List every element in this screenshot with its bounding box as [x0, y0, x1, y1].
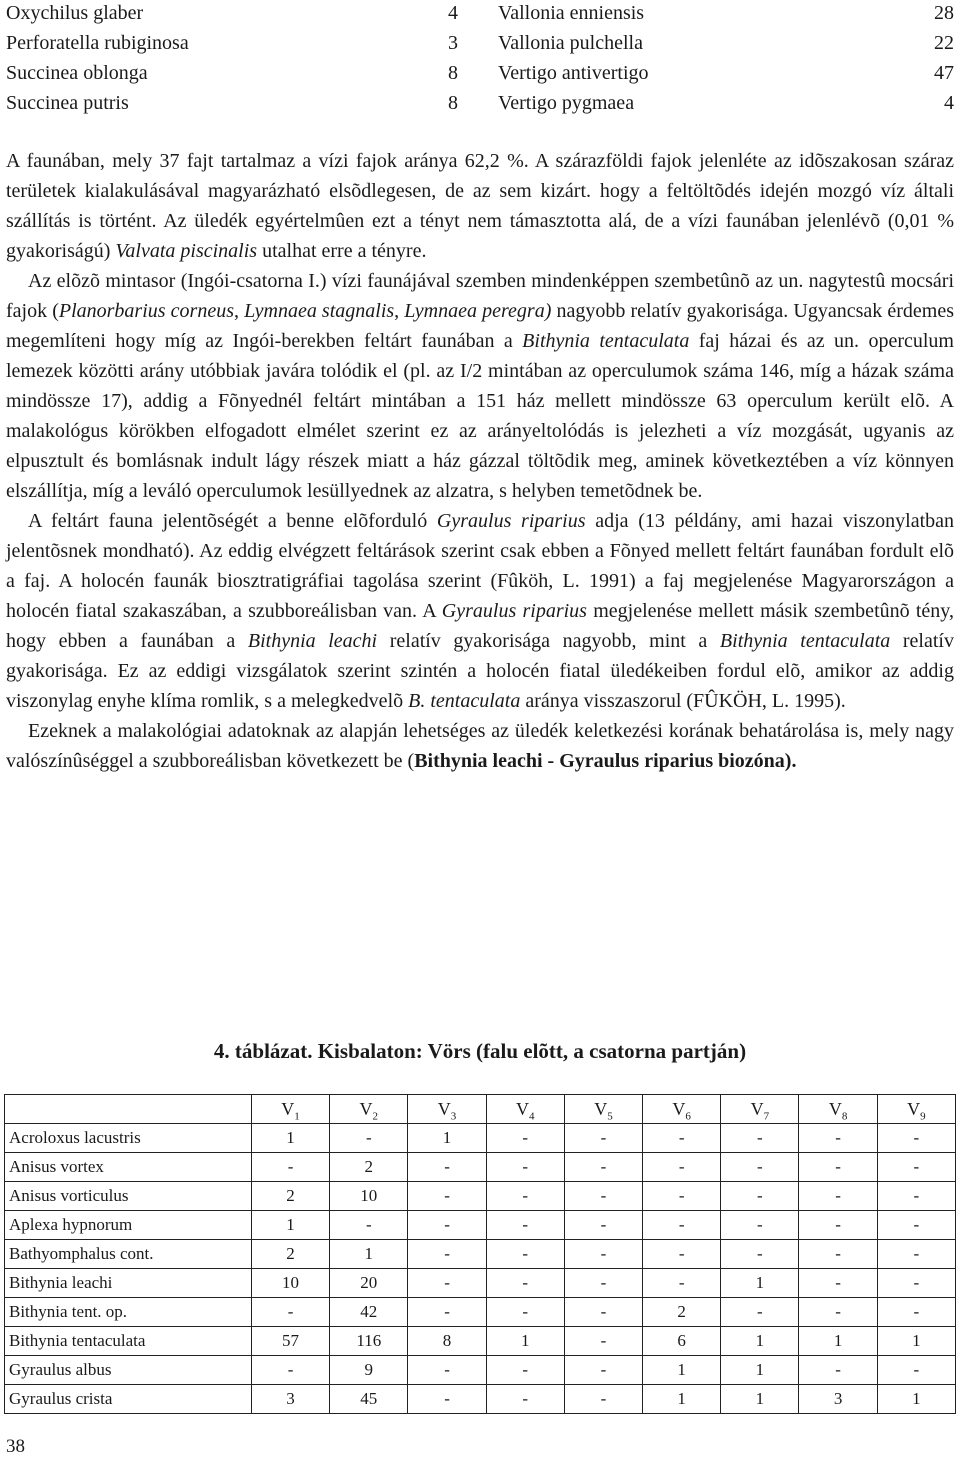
species-count: 8	[448, 92, 458, 114]
italic-taxon-name: Planorbarius corneus	[58, 300, 234, 322]
table-cell-value: 116	[330, 1327, 408, 1356]
table-row	[5, 1182, 956, 1211]
column-letter: V	[594, 1099, 608, 1119]
table-cell-value: 1	[643, 1385, 721, 1414]
column-subscript: 9	[920, 1110, 926, 1123]
table-cell-value: -	[799, 1269, 877, 1298]
body-text	[6, 146, 954, 776]
table-row	[5, 1327, 956, 1356]
table-cell-value: 10	[330, 1182, 408, 1211]
table-cell-value: -	[408, 1385, 486, 1414]
table-cell-value: -	[486, 1153, 564, 1182]
table-row	[5, 1240, 956, 1269]
paragraph-fauna-ratio	[6, 146, 954, 266]
table-cell-value: -	[564, 1124, 642, 1153]
species-list-row	[6, 28, 954, 58]
column-letter: V	[672, 1099, 686, 1119]
table-cell-value: -	[408, 1240, 486, 1269]
bold-text: Bithynia leachi - Gyraulus riparius biozóna).	[414, 750, 797, 772]
species-name: Vertigo antivertigo	[498, 62, 649, 84]
table-cell-value: -	[486, 1356, 564, 1385]
table-cell-value: -	[877, 1182, 955, 1211]
table-cell-value: -	[564, 1240, 642, 1269]
table-cell-value: -	[721, 1211, 799, 1240]
column-subscript: 2	[372, 1110, 379, 1123]
table-row	[5, 1153, 956, 1182]
table-cell-value: -	[643, 1182, 721, 1211]
table-cell-value: 1	[486, 1327, 564, 1356]
table-cell-value: 6	[643, 1327, 721, 1356]
table-body	[5, 1124, 956, 1414]
table-cell-value: 20	[330, 1269, 408, 1298]
table-cell-value: 3	[799, 1385, 877, 1414]
species-name: Vertigo pygmaea	[498, 92, 635, 114]
table-header-row	[5, 1095, 956, 1124]
table-cell-species: Acroloxus lacustris	[5, 1124, 252, 1153]
italic-taxon-name: Bithynia tentaculata	[522, 330, 690, 352]
species-name: Succinea oblonga	[6, 62, 148, 84]
table-cell-value: -	[564, 1298, 642, 1327]
table-cell-value: -	[799, 1182, 877, 1211]
italic-taxon-name: Gyraulus riparius	[441, 600, 587, 622]
table-cell-value: -	[486, 1211, 564, 1240]
table-cell-value: 2	[251, 1182, 329, 1211]
species-name: Vallonia pulchella	[498, 32, 643, 54]
table-cell-value: 8	[408, 1327, 486, 1356]
italic-taxon-name: Gyraulus riparius	[436, 510, 586, 532]
table-cell-value: 1	[251, 1211, 329, 1240]
table-cell-value: -	[564, 1356, 642, 1385]
species-list-row	[6, 0, 954, 28]
table-cell-value: 1	[721, 1385, 799, 1414]
table-cell-value: -	[564, 1211, 642, 1240]
page-number: 38	[6, 1436, 25, 1457]
table-cell-value: -	[877, 1211, 955, 1240]
table-cell-species: Anisus vorticulus	[5, 1182, 252, 1211]
species-count: 28	[934, 2, 954, 24]
text-run: Ezeknek a malakológiai adatoknak az alapján lehetséges az üledék keletkezési korának behatárolása is, mely nagy valószínûséggel a szubboreálisban következett be (	[6, 720, 954, 772]
species-name: Oxychilus glaber	[6, 2, 144, 24]
table-cell-value: -	[877, 1153, 955, 1182]
text-run: Az elõzõ mintasor (Ingói-csatorna I.) vízi faunájával szemben mindenképpen szembetûnõ az un. nagytestû mocsári fajok (	[6, 270, 954, 322]
table-cell-value: 2	[643, 1298, 721, 1327]
table-cell-value: -	[408, 1211, 486, 1240]
table-cell-value: 3	[251, 1385, 329, 1414]
table-cell-value: 2	[251, 1240, 329, 1269]
italic-taxon-name: Lymnaea stagnalis	[244, 300, 395, 322]
italic-taxon-name: B. tentaculata	[408, 690, 521, 712]
column-letter: V	[359, 1099, 373, 1119]
table-cell-value: -	[799, 1298, 877, 1327]
column-letter: V	[281, 1099, 295, 1119]
table-cell-value: -	[721, 1298, 799, 1327]
text-run: megjelenése mellett másik szembetûnõ tény, hogy ebben a faunában a	[6, 600, 955, 652]
table-header-cell	[721, 1095, 799, 1124]
table-cell-value: -	[486, 1269, 564, 1298]
table-cell-value: -	[799, 1240, 877, 1269]
column-letter: V	[437, 1099, 451, 1119]
column-letter: V	[907, 1099, 921, 1119]
paragraph-gyraulus-riparius	[6, 506, 954, 716]
text-run: ,	[394, 300, 405, 322]
species-count: 8	[448, 62, 458, 84]
column-letter: V	[828, 1099, 842, 1119]
italic-taxon-name: Lymnaea peregra)	[404, 300, 552, 322]
table-cell-value: -	[643, 1269, 721, 1298]
table-cell-value: -	[643, 1124, 721, 1153]
table-header-cell	[330, 1095, 408, 1124]
table-cell-value: -	[408, 1269, 486, 1298]
table-row	[5, 1211, 956, 1240]
table-caption: 4. táblázat. Kisbalaton: Vörs (falu elõtt, a csatorna partján)	[213, 1039, 747, 1063]
column-subscript: 8	[841, 1110, 848, 1123]
table-cell-value: -	[408, 1153, 486, 1182]
table-cell-value: -	[486, 1385, 564, 1414]
table-row	[5, 1124, 956, 1153]
table-cell-species: Bathyomphalus cont.	[5, 1240, 252, 1269]
table-cell-value: -	[564, 1385, 642, 1414]
table-cell-value: 1	[721, 1327, 799, 1356]
text-run: relatív gyakorisága nagyobb, mint a	[377, 630, 720, 652]
table-row	[5, 1298, 956, 1327]
column-subscript: 5	[607, 1110, 613, 1123]
table-cell-value: -	[877, 1356, 955, 1385]
table-cell-value: -	[799, 1124, 877, 1153]
table-cell-value: -	[408, 1356, 486, 1385]
text-run: nagyobb relatív gyakorisága. Ugyancsak érdemes megemlíteni hogy míg az Ingói-berekben feltárt faunában a	[6, 300, 954, 352]
table-header-cell	[251, 1095, 329, 1124]
table-cell-value: -	[251, 1298, 329, 1327]
column-subscript: 4	[529, 1110, 535, 1123]
table-header-cell	[486, 1095, 564, 1124]
table-cell-value: -	[408, 1182, 486, 1211]
species-table	[4, 1094, 956, 1414]
table-cell-value: 1	[721, 1269, 799, 1298]
table-cell-value: -	[408, 1298, 486, 1327]
table-cell-value: 1	[799, 1327, 877, 1356]
table-cell-value: 10	[251, 1269, 329, 1298]
text-run: adja (13 példány, ami hazai viszonylatban jelentõsnek mondható). Az eddig elvégzett feltárások szerint csak ebben a Fõnyed mellett feltárt faunában fordult elõ a faj. A holocén faunák biosztratigráfiai tagolása szerint (Fûköh, L. 1991) a faj megjelenése Magyarországon a holocén fiatal szakaszában, a szubboreálisban van. A	[6, 510, 955, 622]
table-cell-value: -	[877, 1240, 955, 1269]
species-count: 22	[934, 32, 954, 54]
table-header-cell	[408, 1095, 486, 1124]
column-subscript: 6	[685, 1110, 691, 1123]
table-cell-species: Gyraulus crista	[5, 1385, 252, 1414]
table-cell-value: -	[564, 1153, 642, 1182]
table-cell-species: Bithynia tentaculata	[5, 1327, 252, 1356]
column-subscript: 1	[294, 1110, 300, 1123]
table-cell-value: -	[564, 1327, 642, 1356]
table-cell-value: -	[877, 1269, 955, 1298]
table-cell-value: 1	[251, 1124, 329, 1153]
table-cell-value: 45	[330, 1385, 408, 1414]
table-cell-value: 1	[877, 1327, 955, 1356]
text-run: ,	[233, 300, 245, 322]
table-cell-value: 1	[877, 1385, 955, 1414]
text-run: A faunában, mely 37 fajt tartalmaz a vízi fajok aránya 62,2 %. A szárazföldi fajok jelenléte az idõszakosan száraz területek kialakulásával magyarázható elsõdlegesen, de az sem kizárt. hogy a feltöltõdés idején mozgó víz általi szállítás is történt. Az üledék egyértelmûen ezt a tényt nem támasztotta alá, de a vízi faunában jelenlévõ (0,01 % gyakoriságú)	[6, 150, 954, 262]
species-count: 3	[448, 32, 458, 54]
table-cell-value: -	[251, 1153, 329, 1182]
table-cell-value: -	[643, 1153, 721, 1182]
table-cell-value: -	[643, 1240, 721, 1269]
table-cell-species: Gyraulus albus	[5, 1356, 252, 1385]
table-cell-value: -	[721, 1153, 799, 1182]
text-run: utalhat erre a tényre.	[257, 240, 427, 262]
column-subscript: 3	[450, 1110, 457, 1123]
table-cell-value: 42	[330, 1298, 408, 1327]
text-run: relatív gyakorisága. Ez az eddigi vizsgálatok szerint szintén a holocén fiatal üledékeiben fordul elõ, amikor az addig viszonylag enyhe klíma romlik, s a melegkedvelõ	[6, 630, 954, 712]
table-header-cell	[643, 1095, 721, 1124]
table-cell-value: 1	[408, 1124, 486, 1153]
table-cell-species: Bithynia leachi	[5, 1269, 252, 1298]
table-cell-value: -	[330, 1124, 408, 1153]
table-cell-value: -	[486, 1240, 564, 1269]
species-list-row	[6, 58, 954, 88]
table-cell-value: -	[799, 1356, 877, 1385]
table-header-cell	[564, 1095, 642, 1124]
table-cell-value: -	[251, 1356, 329, 1385]
species-name: Succinea putris	[6, 92, 129, 114]
table-cell-value: -	[486, 1298, 564, 1327]
text-run: faj házai és az un. operculum lemezek közötti arány utóbbiak javára tolódik el (pl. az I/2 mintában az operculumok száma 146, míg a házak száma mindössze 17), addig a Fõnyednél feltárt mintában a 151 ház mellett mindössze 63 operculum került elõ. A malakológus körökben elfogadott elmélet szerint ez az arányeltolódás is jelezheti a víz mozgását, ugyanis az elpusztult és bomlásnak indult lágy részek miatt a ház gázzal töltõdik meg, aminek következtében a víz könnyen elszállítja, míg a leváló operculumok lesüllyednek az alzatra, s helyben temetõdnek be.	[6, 330, 954, 502]
italic-taxon-name: Valvata piscinalis	[115, 240, 258, 262]
table-cell-value: 57	[251, 1327, 329, 1356]
table-cell-value: -	[721, 1240, 799, 1269]
table-cell-value: -	[721, 1182, 799, 1211]
species-count: 4	[944, 92, 954, 114]
paragraph-conclusion-biozone	[6, 716, 954, 776]
table-row	[5, 1269, 956, 1298]
table-cell-value: -	[564, 1269, 642, 1298]
table-cell-value: 1	[330, 1240, 408, 1269]
table-header-cell	[799, 1095, 877, 1124]
table-cell-value: 2	[330, 1153, 408, 1182]
species-name: Vallonia enniensis	[498, 2, 645, 24]
table-cell-value: -	[877, 1298, 955, 1327]
table-cell-value: -	[721, 1124, 799, 1153]
table-cell-value: 9	[330, 1356, 408, 1385]
table-cell-value: -	[799, 1211, 877, 1240]
table-cell-value: -	[486, 1124, 564, 1153]
table-cell-value: -	[643, 1211, 721, 1240]
table-cell-value: -	[486, 1182, 564, 1211]
table-cell-species: Aplexa hypnorum	[5, 1211, 252, 1240]
table-header-cell	[877, 1095, 955, 1124]
species-list-row	[6, 88, 954, 118]
table-cell-species: Anisus vortex	[5, 1153, 252, 1182]
table-cell-value: -	[330, 1211, 408, 1240]
paragraph-previous-sample-series	[6, 266, 954, 506]
species-name: Perforatella rubiginosa	[6, 32, 189, 54]
table-row	[5, 1356, 956, 1385]
table-cell-value: 1	[643, 1356, 721, 1385]
table-cell-value: -	[564, 1182, 642, 1211]
column-subscript: 7	[763, 1110, 770, 1123]
italic-taxon-name: Bithynia tentaculata	[719, 630, 891, 652]
table-cell-value: 1	[721, 1356, 799, 1385]
table-cell-value: -	[799, 1153, 877, 1182]
column-letter: V	[516, 1099, 529, 1119]
text-run: aránya visszaszorul (FÛKÖH, L. 1995).	[520, 690, 846, 712]
table-header-blank	[5, 1095, 252, 1124]
table-cell-species: Bithynia tent. op.	[5, 1298, 252, 1327]
table-row	[5, 1385, 956, 1414]
species-count: 47	[934, 62, 954, 84]
text-run: A feltárt fauna jelentõségét a benne elõforduló	[28, 510, 437, 532]
italic-taxon-name: Bithynia leachi	[247, 630, 378, 652]
column-letter: V	[750, 1099, 764, 1119]
table-cell-value: -	[877, 1124, 955, 1153]
species-count-list	[6, 0, 954, 118]
species-count: 4	[448, 2, 458, 24]
